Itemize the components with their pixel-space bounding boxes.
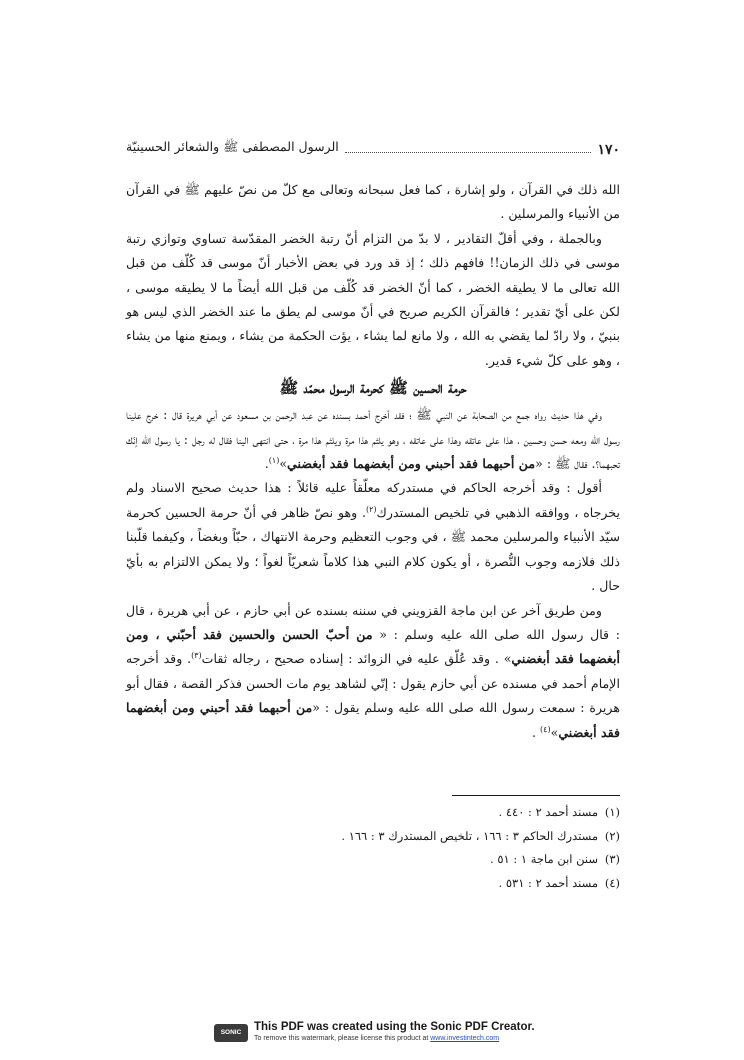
section-heading: حرمة الحسين ﷺ كحرمة الرسول محمّد ﷺ [279,378,467,398]
header-dotted-leader [345,152,592,153]
paragraph-hadith-ahmad [126,403,620,476]
hadith-quote: من أحبهما فقد أحبني ومن أبغضهما فقد أبغضني [126,700,620,740]
text-run: » . وقد عُلّق عليه في الزوائد : إسناده صحيح ، رجاله ثقات [201,651,512,667]
text-run: . وقد أخرجه الإمام أحمد في مسنده عن أبي حازم يقول : إنّي لشاهد يوم مات الحسن فذكر القصة ، فقال أبو هريرة : سمعت رسول الله صلى الله عليه وسلم يقول : « [126,651,620,716]
paragraph-continuation: الله ذلك في القرآن ، ولو إشارة ، كما فعل سبحانه وتعالى مع كلّ من نصّ عليهم ﷺ في القرآن من الأنبياء والمرسلين . [126,182,620,222]
watermark-subtitle [254,1035,499,1042]
sonic-pdf-logo-icon: SONIC PDF [214,1024,248,1042]
footnote [126,825,620,849]
watermark-title: This PDF was created using the Sonic PDF Creator. [254,1021,535,1033]
footnote-ref[interactable]: (١) [268,455,280,465]
footnote-ref[interactable]: (٣) [191,651,202,661]
paragraph-ibn-majah [126,599,620,745]
main-text [126,178,620,745]
footnote-number: (٢) [604,828,620,843]
footnote-text: مسند أحمد ٢ : ٥٣١ . [498,875,598,890]
footnote [126,848,620,872]
text-run: » [550,724,559,740]
text-run: . [532,724,541,740]
footnote-text: سنن ابن ماجة ١ : ٥١ . [490,852,598,866]
pdf-watermark [214,1021,554,1054]
footnote [126,872,620,896]
text-run: أقول : وقد أخرجه الحاكم في مستدركه معلّقاً عليه قائلاً : هذا حديث صحيح الاسناد ولم يخرجاه ، ووافقه الذهبي في تلخيص المستدرك [126,480,620,520]
text-run: ومن طريق آخر عن ابن ماجة القزويني في سننه بسنده عن أبي حازم ، عن أبي هريرة ، قال : قال رسول الله صلى الله عليه وسلم : « [126,602,620,642]
footnote-ref[interactable]: (٢) [365,504,377,514]
watermark-link[interactable]: www.investintech.com [430,1035,500,1042]
text-run: . وهو نصّ ظاهر في أنّ حرمة الحسين كحرمة سيّد الأنبياء والمرسلين محمد ﷺ ، في وجوب التعظيم وحرمة الانتهاك ، حبّاً وبغضاً ، وكيفما قلّبنا ذلك فلازمه وجوب النُّصرة ، أو يكون كلام النبي هذا كلاماً شعريّاً لغواً ؛ ولا يمكن الالتزام به بأيّ حال . [126,504,620,594]
footnote-ref[interactable]: (٤) [540,724,551,734]
hadith-quote: من أحبهما فقد أحبني ومن أبغضهما فقد أبغضني [287,456,536,472]
footnote-text: مسند أحمد ٢ : ٤٤٠ . [498,805,598,819]
footnote [126,801,620,825]
footnotes [126,801,620,895]
text-run: » [279,456,288,472]
text-run: وفي هذا حديث رواه جمع من الصحابة عن النبي ﷺ ؛ فقد أخرج أحمد بسنده عن عبد الرحمن بن مسعود عن أبي هريرة قال : خرج علينا رسول الله ومعه حسن وحسين ، هذا على عاتقه وهذا على عاتقه ، وهو يلثم هذا مرة ويلثم هذا مرة ، حتى انتهى الينا فقال له رجل : يا رسول الله إنّك تحبهما؟. فقال ﷺ : « [126,407,620,472]
header-title: الرسول المصطفى ﷺ والشعائر الحسينيّة [126,139,339,154]
footnote-text: مستدرك الحاكم ٣ : ١٦٦ ، تلخيص المستدرك ٣ : ١٦٦ . [341,828,598,843]
running-header [126,138,620,158]
text-run: . [264,456,269,472]
footnote-number: (٤) [604,875,620,890]
watermark-subtitle-text: To remove this watermark, please license this product at [254,1035,431,1042]
hadith-quote: من أحبّ الحسن والحسين فقد أحبّني ، ومن أبغضهما فقد أبغضني [126,626,620,667]
footnote-separator [452,795,620,796]
footnote-number: (١) [604,805,620,819]
page-number: ١٧٠ [597,142,620,158]
paragraph-khidr: وبالجملة ، وفي أقلّ التقادير ، لا بدّ من التزام أنّ رتبة الخضر المقدّسة تساوي وتوازي رتبة موسى في ذلك الزمان!! فافهم ذلك ؛ إذ قد ورد في بعض الأخبار أنّ موسى قد كُلّف من قبل الله تعالى ما لا يطيقه الخضر ، كما أنّ الخضر قد كُلّف من قبل الله أيضاً ما لا يطيقه موسى ، لكن على أيّ تقدير ؛ فالقرآن الكريم صريح في أنّ موسى لم يطق ما عند الخضر الذي ليس هو بنبيّ ، ولا رادّ لما يقضي به الله ، ولا مانع لما يشاء ، يؤت الحكمة من يشاء ، ويمنع منها من يشاء ، وهو على كلّ شيء قدير. [126,230,620,368]
footnote-number: (٣) [604,852,620,866]
paragraph-hakim [126,476,620,598]
